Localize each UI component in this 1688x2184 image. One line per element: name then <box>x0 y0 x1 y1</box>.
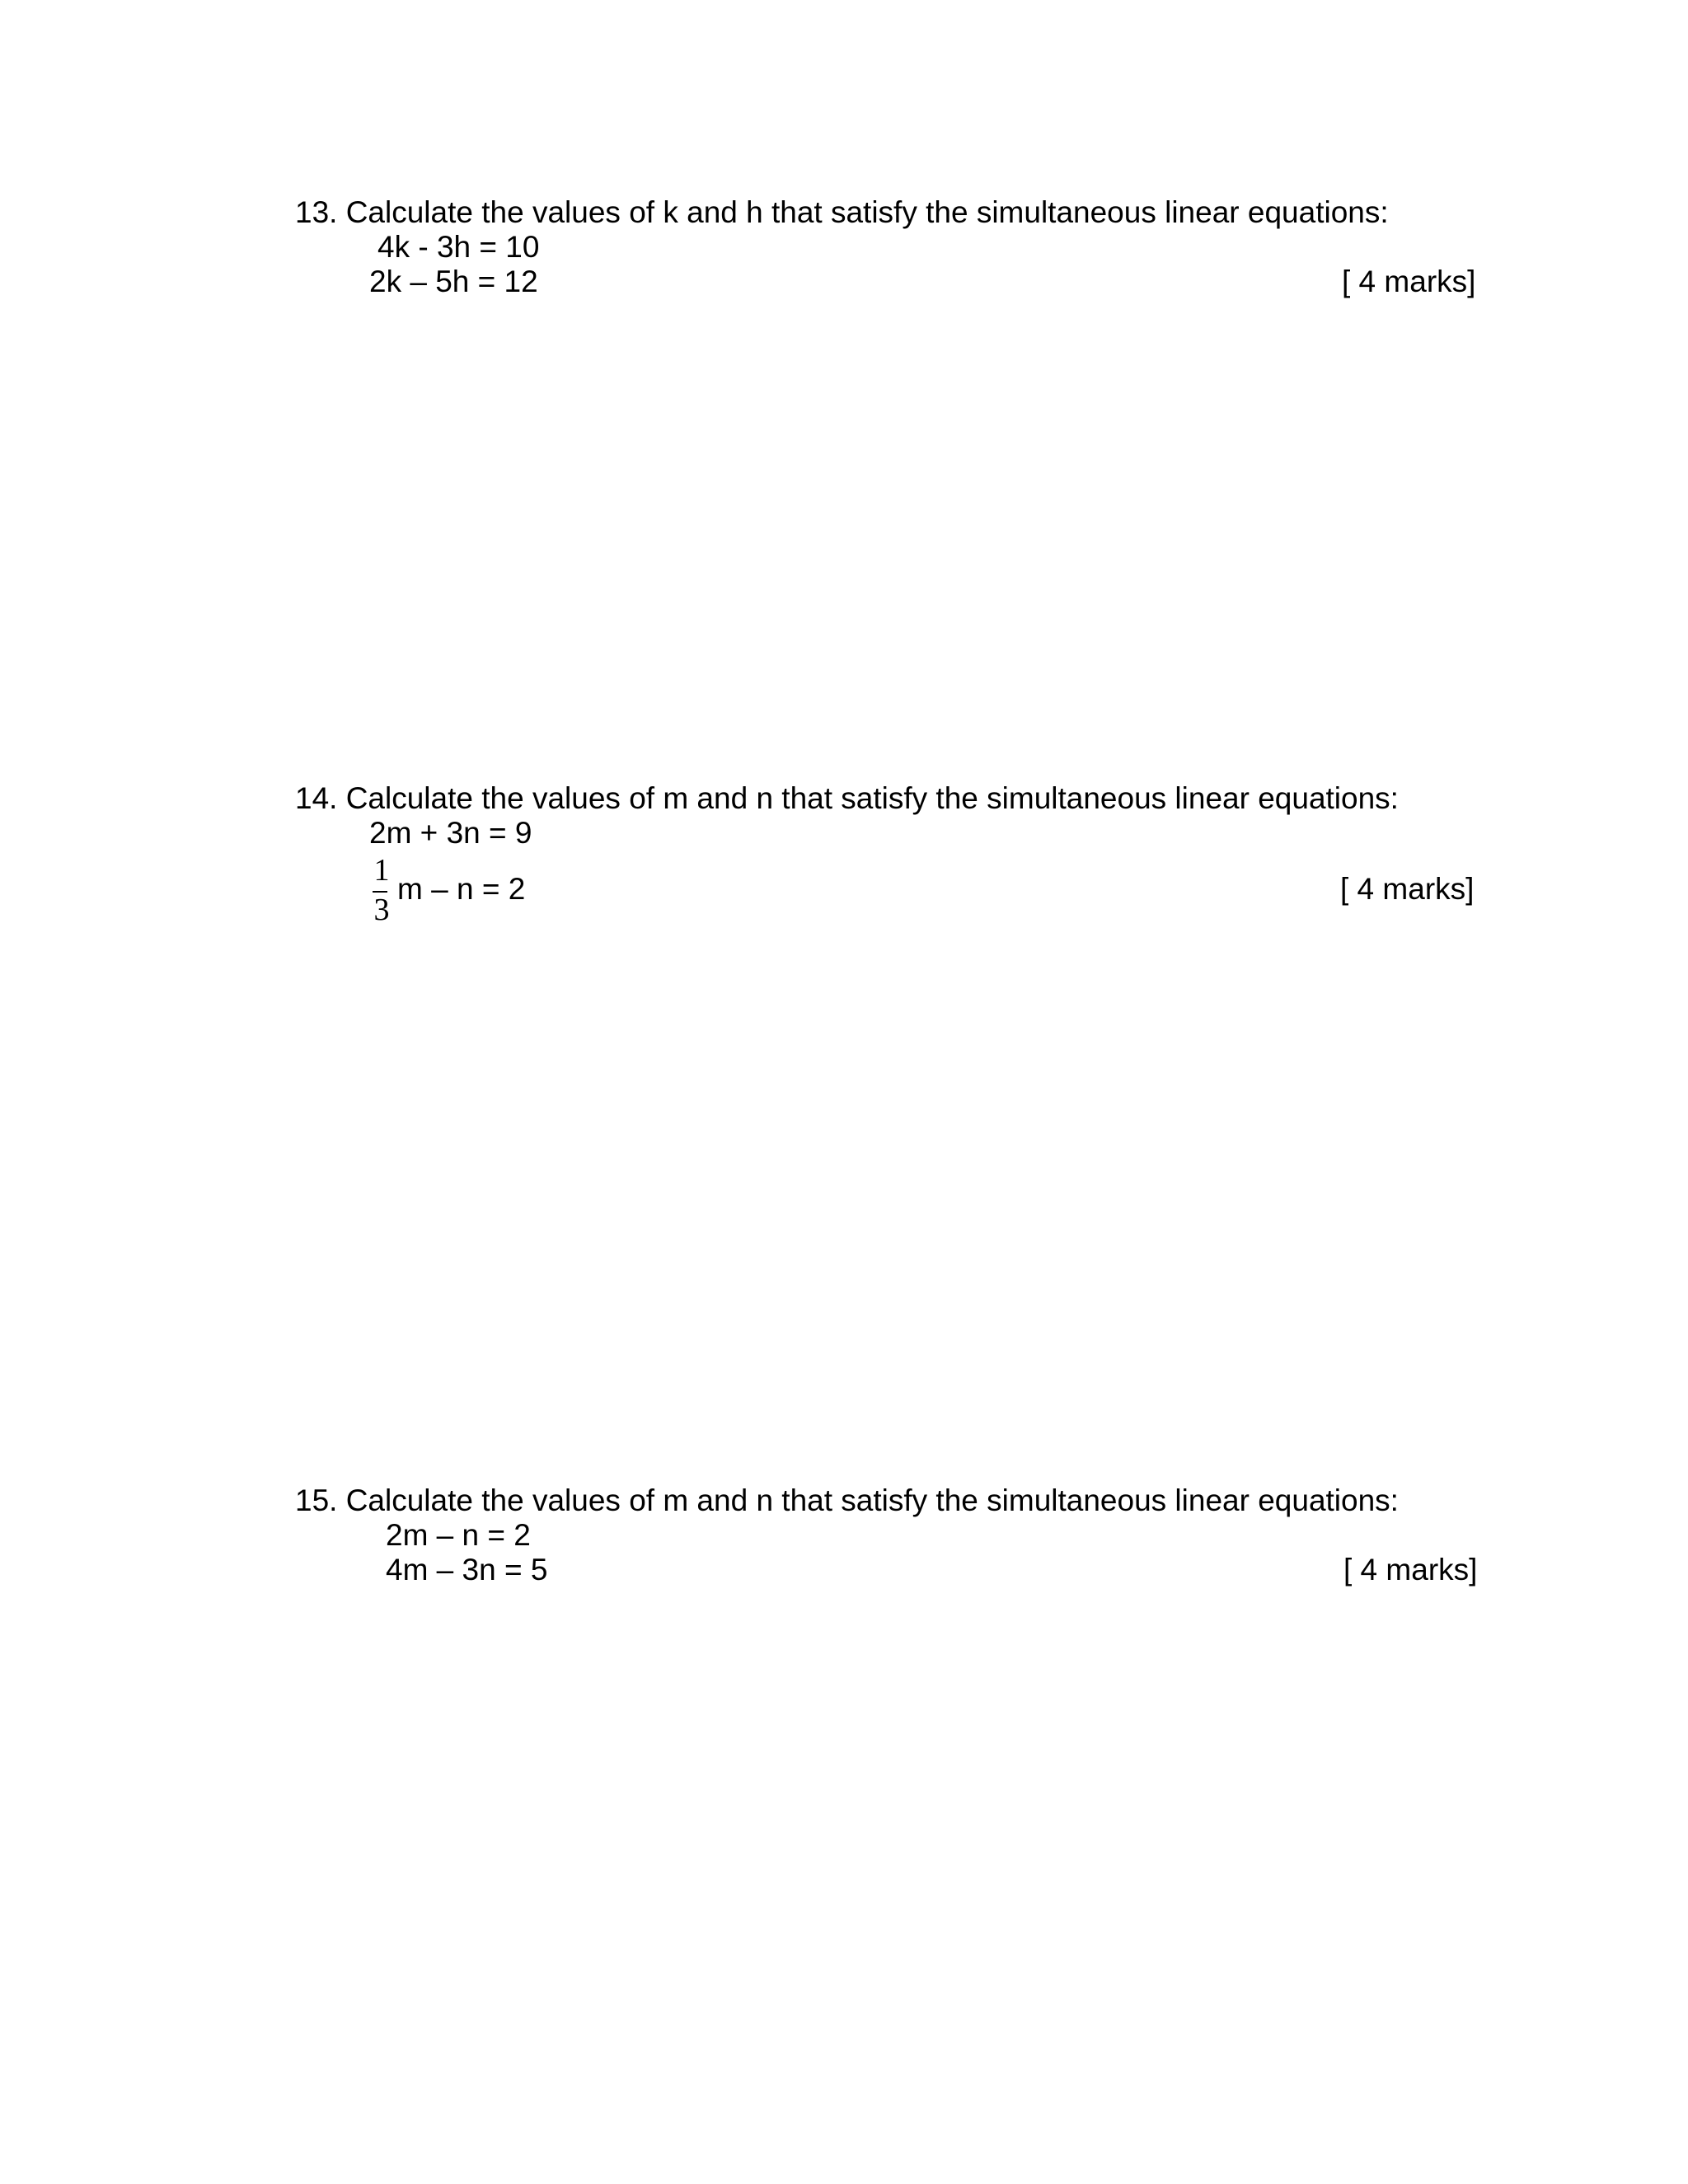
question-14 <box>295 781 1482 946</box>
question-13 <box>295 195 1482 360</box>
question-stem: 13. Calculate the values of k and h that satisfy the simultaneous linear equations: <box>295 195 1389 229</box>
marks-label: [ 4 marks] <box>1340 872 1475 906</box>
equation-2-text: m – n = 2 <box>397 872 526 906</box>
equation-2: 2k – 5h = 12 <box>369 265 538 298</box>
equation-1: 2m + 3n = 9 <box>369 816 532 850</box>
question-15 <box>295 1483 1482 1648</box>
equation-2: 4m – 3n = 5 <box>386 1553 548 1586</box>
fraction-numerator: 1 <box>373 853 390 888</box>
equation-1: 2m – n = 2 <box>386 1518 531 1552</box>
question-stem: 14. Calculate the values of m and n that satisfy the simultaneous linear equations: <box>295 781 1399 815</box>
question-stem: 15. Calculate the values of m and n that satisfy the simultaneous linear equations: <box>295 1483 1399 1517</box>
marks-label: [ 4 marks] <box>1343 1553 1478 1586</box>
equation-1: 4k - 3h = 10 <box>377 230 540 264</box>
marks-label: [ 4 marks] <box>1342 265 1476 298</box>
fraction-denominator: 3 <box>373 893 390 927</box>
